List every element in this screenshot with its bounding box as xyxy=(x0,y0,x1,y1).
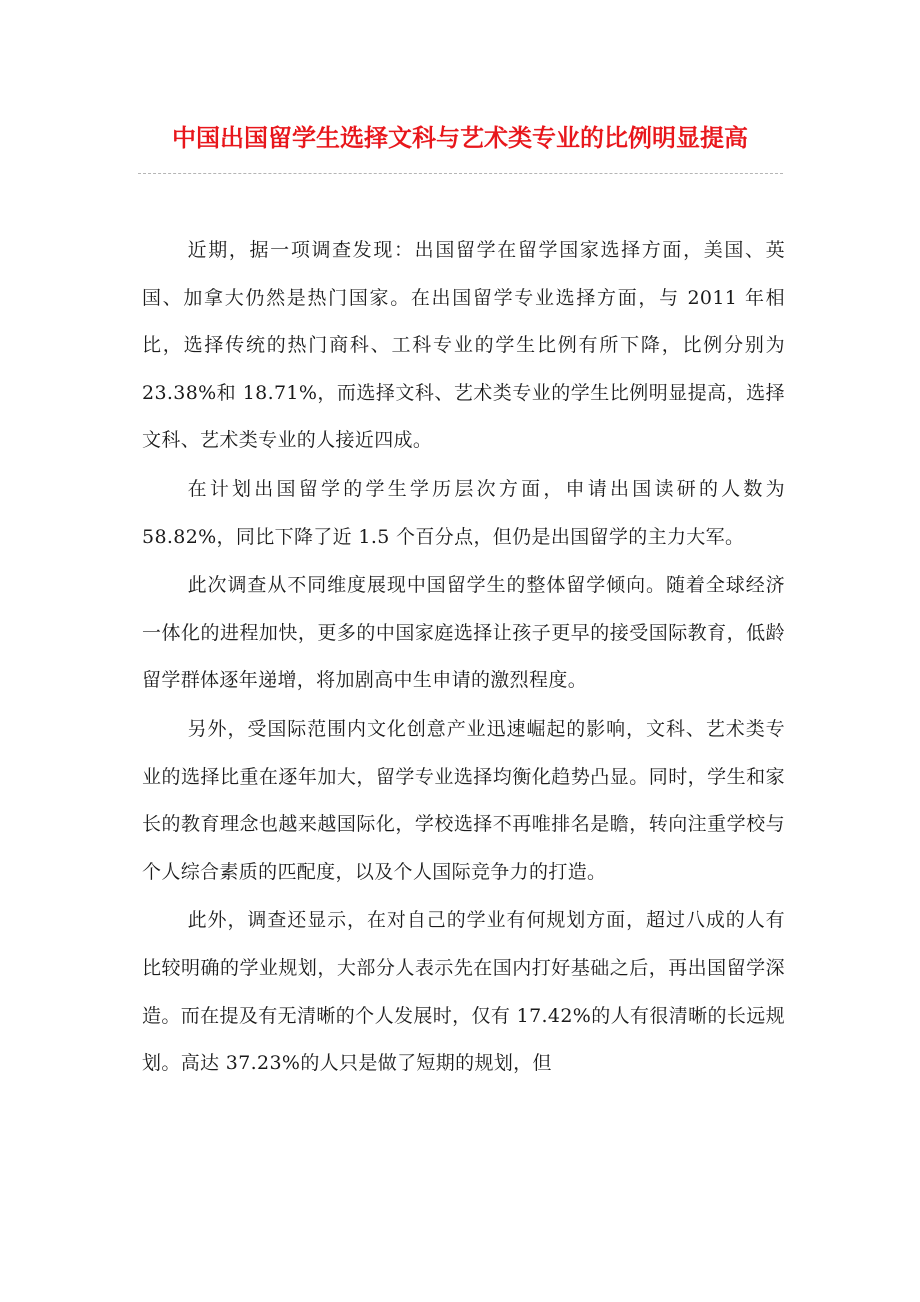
paragraph-3: 此次调查从不同维度展现中国留学生的整体留学倾向。随着全球经济一体化的进程加快，更多的中国家庭选择让孩子更早的接受国际教育，低龄留学群体逐年递增，将加剧高中生申请的激烈程度。 xyxy=(142,574,785,692)
article-title: 中国出国留学生选择文科与艺术类专业的比例明显提高 xyxy=(172,124,748,152)
article-body xyxy=(142,227,785,1088)
paragraph-5: 此外，调查还显示，在对自己的学业有何规划方面，超过八成的人有比较明确的学业规划，大部分人表示先在国内打好基础之后，再出国留学深造。而在提及有无清晰的个人发展时，仅有 17.42%的人有很清晰的长远规划。高达 37.23%的人只是做了短期的规划，但 xyxy=(142,909,785,1075)
paragraph-4: 另外，受国际范围内文化创意产业迅速崛起的影响，文科、艺术类专业的选择比重在逐年加大，留学专业选择均衡化趋势凸显。同时，学生和家长的教育理念也越来越国际化，学校选择不再唯排名是瞻，转向注重学校与个人综合素质的匹配度，以及个人国际竞争力的打造。 xyxy=(142,717,785,883)
paragraph-2: 在计划出国留学的学生学历层次方面，申请出国读研的人数为 58.82%，同比下降了近 1.5 个百分点，但仍是出国留学的主力大军。 xyxy=(142,477,785,548)
paragraph-1: 近期，据一项调查发现：出国留学在留学国家选择方面，美国、英国、加拿大仍然是热门国家。在出国留学专业选择方面，与 2011 年相比，选择传统的热门商科、工科专业的学生比例有所下降，比例分别为 23.38%和 18.71%，而选择文科、艺术类专业的学生比例明显提高，选择文科、艺术类专业的人接近四成。 xyxy=(142,239,785,452)
title-divider xyxy=(138,173,783,174)
